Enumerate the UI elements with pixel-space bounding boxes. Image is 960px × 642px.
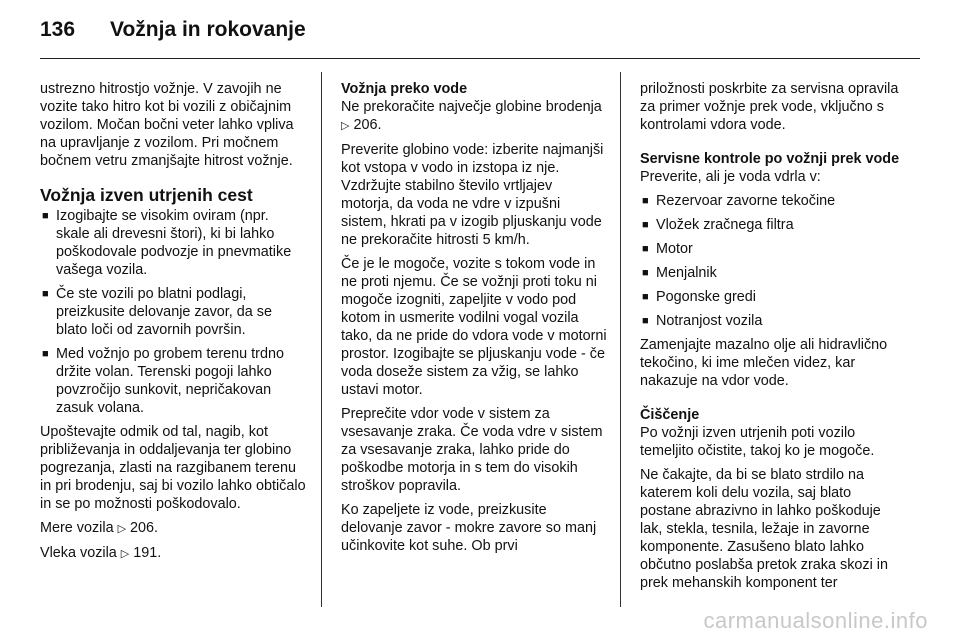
page-reference[interactable]: Mere vozila ▷ 206.	[40, 520, 159, 536]
column-1	[40, 80, 306, 569]
bullet-icon: ■	[642, 219, 649, 231]
list-item: ■ Rezervoar zavorne tekočine	[642, 193, 836, 209]
bullet-icon: ■	[42, 210, 49, 222]
list-item: ■ Notranjost vozila	[642, 313, 763, 329]
paragraph: Če je le mogoče, vozite s tokom vode in ne proti njemu. Če se vožnji proti toku ni mogoče izogniti, zapeljite v vodo pod kotom in usmerite vodilni vogal vozila tako, da ne pride do vdora vode v motorni prostor. Izogibajte se pljuskanju vode - če voda doseže sistem za vžig, se lahko ustavi motor.	[341, 256, 607, 398]
column-divider	[321, 72, 322, 607]
page-ref-arrow-icon: ▷	[341, 120, 350, 132]
list-item: ■ Pogonske gredi	[642, 289, 757, 305]
paragraph: Upoštevajte odmik od tal, nagib, kot približevanja in oddaljevanja ter globino pogrezanja, zlasti na razgibanem terenu in pri brodenju, saj bi vozilo lahko obtičalo in se po možnosti poškodovalo.	[40, 424, 306, 512]
list-item: ■ Menjalnik	[642, 265, 717, 281]
paragraph: Zamenjajte mazalno olje ali hidravlično tekočino, ki ime mlečen videz, kar nakazuje na vdor vode.	[640, 337, 888, 389]
section-heading: Servisne kontrole po vožnji prek vode	[640, 151, 900, 167]
list-item: ■ Če ste vozili po blatni podlagi, preizkusite delovanje zavor, da se blato loči od zavornih površin.	[42, 286, 272, 338]
page-header	[40, 18, 306, 42]
column-2	[341, 80, 607, 561]
page-reference[interactable]: Vleka vozila ▷ 191.	[40, 545, 162, 561]
paragraph: Preverite, ali je voda vdrla v:	[640, 169, 821, 185]
column-divider	[620, 72, 621, 607]
paragraph: ustrezno hitrostjo vožnje. V zavojih ne vozite tako hitro kot bi vozili z običajnim vozilom. Močan bočni veter lahko vpliva na upravljanje z vozilom. Pri močnem bočnem vetru zmanjšajte hitrost vožnje.	[40, 81, 294, 169]
section-heading: Vožnja izven utrjenih cest	[40, 185, 253, 205]
list-item: ■ Vložek zračnega filtra	[642, 217, 794, 233]
paragraph: Ko zapeljete iz vode, preizkusite delovanje zavor - mokre zavore so manj učinkovite kot suhe. Ob prvi	[341, 502, 597, 554]
paragraph: Ne čakajte, da bi se blato strdilo na katerem koli delu vozila, saj blato postane abrazivno in lahko poškoduje lak, stekla, tesnila, ležaje in zavorne komponente. Zasušeno blato lahko občutno poslabša pretok zraka skozi in prek mehanskih komponent ter	[640, 467, 888, 591]
bullet-icon: ■	[642, 291, 649, 303]
column-3	[640, 80, 906, 598]
bullet-list	[40, 207, 306, 417]
paragraph: Po vožnji izven utrjenih poti vozilo temeljito očistite, takoj ko je mogoče.	[640, 425, 875, 459]
header-rule	[40, 58, 920, 59]
page-number: 136	[40, 18, 76, 41]
page-title: Vožnja in rokovanje	[110, 18, 306, 41]
paragraph: Preprečite vdor vode v sistem za vsesavanje zraka. Če voda vdre v sistem za vsesavanje zraka, lahko pride do poškodbe motorja in s tem do visokih stroškov popravila.	[341, 406, 603, 494]
bullet-icon: ■	[642, 243, 649, 255]
paragraph: priložnosti poskrbite za servisna opravila za primer vožnje prek vode, vključno s kontrolami vdora vode.	[640, 81, 899, 133]
list-item: ■ Izogibajte se visokim oviram (npr. skale ali drevesni štori), ki bi lahko poškodovale podvozje in pnevmatike vašega vozila.	[42, 208, 292, 278]
bullet-list	[640, 192, 906, 330]
bullet-icon: ■	[42, 348, 49, 360]
watermark: carmanualsonline.info	[703, 608, 928, 633]
list-item: ■ Motor	[642, 241, 693, 257]
bullet-icon: ■	[642, 195, 649, 207]
bullet-icon: ■	[642, 315, 649, 327]
bullet-icon: ■	[642, 267, 649, 279]
bullet-icon: ■	[42, 288, 49, 300]
section-heading: Čiščenje	[640, 407, 700, 423]
page-ref-arrow-icon: ▷	[117, 523, 127, 535]
page-reference[interactable]: Ne prekoračite največje globine brodenja ▷ 206.	[341, 99, 602, 133]
list-item: ■ Med vožnjo po grobem terenu trdno držite volan. Terenski pogoji lahko povzročijo sunkovit, nepričakovan zasuk volana.	[42, 346, 284, 416]
page-ref-arrow-icon: ▷	[120, 548, 130, 560]
paragraph: Preverite globino vode: izberite najmanjši kot vstopa v vodo in izstopa iz nje. Vzdržujte stabilno število vrtljajev motorja, da voda ne vdre v izpušni sistem, hkrati pa v izogib pljuskanju vode ne prekoračite hitrosti 5 km/h.	[341, 142, 604, 248]
section-heading: Vožnja preko vode	[341, 81, 468, 97]
